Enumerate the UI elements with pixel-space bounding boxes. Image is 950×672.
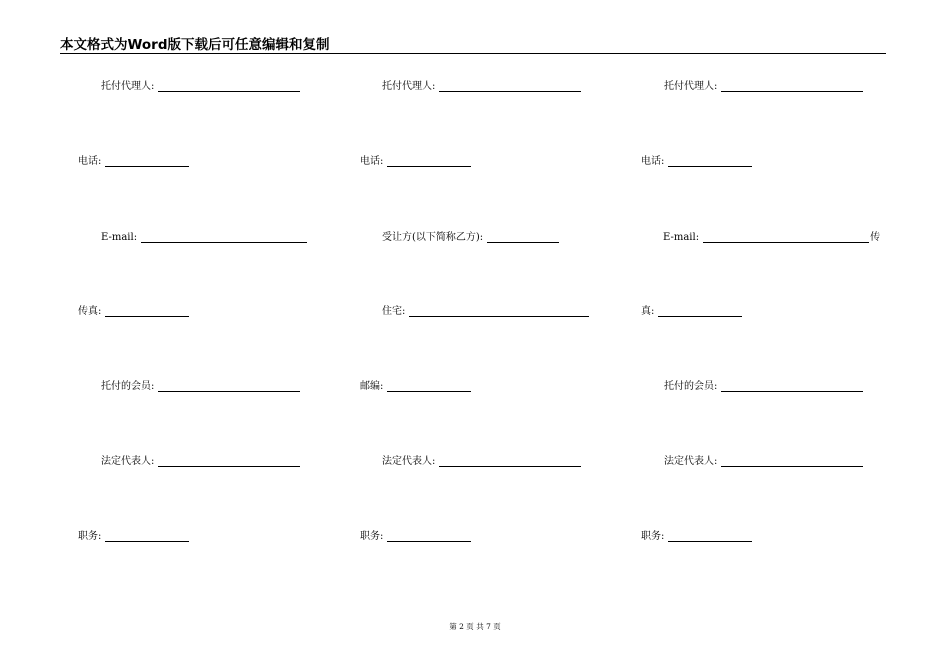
blank-line[interactable] [703,242,869,243]
blank-line[interactable] [158,391,300,392]
field-agent-col1 [101,79,300,93]
blank-line[interactable] [387,541,471,542]
field-label: 真: [641,306,655,317]
field-position-col3 [641,529,752,543]
blank-line[interactable] [721,391,863,392]
page-number: 第 2 页 共 7 页 [449,622,501,631]
field-label: 电话: [641,156,665,167]
field-legal-rep-col3 [664,454,863,468]
field-label: 职务: [360,531,384,542]
field-label: 职务: [641,531,665,542]
field-tail-text: 传 [870,232,881,243]
field-label: 托付代理人: [382,81,436,92]
field-agent-col3 [664,79,863,93]
field-label: 电话: [360,156,384,167]
header-rule [60,53,886,54]
field-label: E-mail: [101,232,138,243]
field-member-col3 [664,379,863,393]
field-label: 托付代理人: [664,81,718,92]
field-label: 托付的会员: [101,381,155,392]
field-label: E-mail: [663,232,700,243]
field-legal-rep-col1 [101,454,300,468]
field-label: 法定代表人: [101,456,155,467]
field-label: 受让方(以下简称乙方): [382,232,484,243]
document-header-title: 本文格式为Word版下载后可任意编辑和复制 [60,37,330,53]
blank-line[interactable] [721,91,863,92]
blank-line[interactable] [658,316,742,317]
field-fax-col3 [641,304,742,318]
blank-line[interactable] [439,466,581,467]
field-label: 法定代表人: [664,456,718,467]
field-email-col3 [663,230,880,244]
field-phone-col3 [641,154,752,168]
field-label: 住宅: [382,306,406,317]
blank-line[interactable] [158,91,300,92]
field-phone-col2 [360,154,471,168]
field-label: 邮编: [360,381,384,392]
field-legal-rep-col2 [382,454,581,468]
field-fax-col1 [78,304,189,318]
field-label: 托付的会员: [664,381,718,392]
field-position-col2 [360,529,471,543]
blank-line[interactable] [105,166,189,167]
blank-line[interactable] [387,166,471,167]
blank-line[interactable] [105,316,189,317]
field-label: 传真: [78,306,102,317]
blank-line[interactable] [668,166,752,167]
field-assignee-col2 [382,230,559,244]
field-label: 电话: [78,156,102,167]
field-label: 法定代表人: [382,456,436,467]
blank-line[interactable] [721,466,863,467]
blank-line[interactable] [487,242,559,243]
field-agent-col2 [382,79,581,93]
field-postcode-col2 [360,379,471,393]
field-address-col2 [382,304,589,318]
field-email-col1 [101,230,307,244]
field-label: 托付代理人: [101,81,155,92]
blank-line[interactable] [141,242,307,243]
blank-line[interactable] [105,541,189,542]
blank-line[interactable] [158,466,300,467]
field-position-col1 [78,529,189,543]
field-label: 职务: [78,531,102,542]
blank-line[interactable] [439,91,581,92]
blank-line[interactable] [668,541,752,542]
field-phone-col1 [78,154,189,168]
blank-line[interactable] [409,316,589,317]
blank-line[interactable] [387,391,471,392]
field-member-col1 [101,379,300,393]
